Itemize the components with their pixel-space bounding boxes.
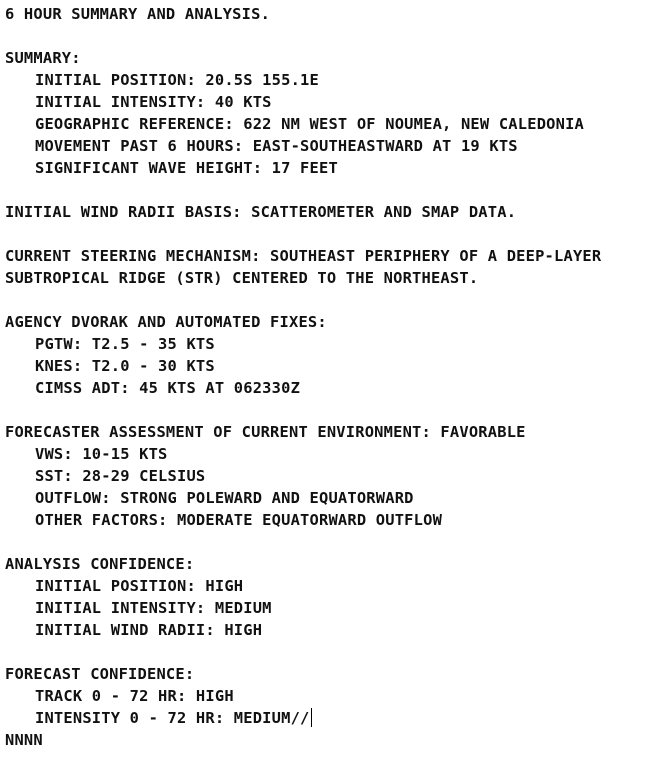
environment-vws: VWS: 10-15 KTS [35,445,168,463]
analysis-confidence-intensity: INITIAL INTENSITY: MEDIUM [35,599,272,617]
fixes-heading: AGENCY DVORAK AND AUTOMATED FIXES: [5,313,327,331]
blank-line [5,179,645,201]
steering-mechanism-line-2: SUBTROPICAL RIDGE (STR) CENTERED TO THE NORTHEAST. [5,269,479,287]
summary-heading: SUMMARY: [5,49,81,67]
steering-mechanism-line-1: CURRENT STEERING MECHANISM: SOUTHEAST PERIPHERY OF A DEEP-LAYER [5,247,602,265]
analysis-confidence-wind-radii: INITIAL WIND RADII: HIGH [35,621,263,639]
blank-line [5,289,645,311]
environment-heading: FORECASTER ASSESSMENT OF CURRENT ENVIRONMENT: FAVORABLE [5,423,526,441]
environment-sst: SST: 28-29 CELSIUS [35,467,206,485]
summary-geographic-reference: GEOGRAPHIC REFERENCE: 622 NM WEST OF NOUMEA, NEW CALEDONIA [35,115,585,133]
summary-initial-position: INITIAL POSITION: 20.5S 155.1E [35,71,319,89]
fix-knes: KNES: T2.0 - 30 KTS [35,357,215,375]
text-cursor[interactable] [311,708,312,727]
fix-pgtw: PGTW: T2.5 - 35 KTS [35,335,215,353]
blank-line [5,641,645,663]
analysis-confidence-position: INITIAL POSITION: HIGH [35,577,244,595]
forecast-confidence-intensity-row [5,707,645,729]
summary-initial-intensity: INITIAL INTENSITY: 40 KTS [35,93,272,111]
blank-line [5,531,645,553]
summary-movement: MOVEMENT PAST 6 HOURS: EAST-SOUTHEASTWARD AT 19 KTS [35,137,518,155]
summary-wave-height: SIGNIFICANT WAVE HEIGHT: 17 FEET [35,159,338,177]
blank-line [5,25,645,47]
blank-line [5,399,645,421]
analysis-confidence-heading: ANALYSIS CONFIDENCE: [5,555,195,573]
environment-outflow: OUTFLOW: STRONG POLEWARD AND EQUATORWARD [35,489,414,507]
bulletin-document[interactable] [5,3,645,751]
wind-radii-basis: INITIAL WIND RADII BASIS: SCATTEROMETER AND SMAP DATA. [5,203,517,221]
forecast-confidence-intensity: INTENSITY 0 - 72 HR: MEDIUM// [35,709,310,727]
environment-other-factors: OTHER FACTORS: MODERATE EQUATORWARD OUTFLOW [35,511,443,529]
bulletin-title: 6 HOUR SUMMARY AND ANALYSIS. [5,5,271,23]
blank-line [5,223,645,245]
end-marker: NNNN [5,731,43,749]
forecast-confidence-heading: FORECAST CONFIDENCE: [5,665,195,683]
fix-cimss-adt: CIMSS ADT: 45 KTS AT 062330Z [35,379,301,397]
forecast-confidence-track: TRACK 0 - 72 HR: HIGH [35,687,234,705]
